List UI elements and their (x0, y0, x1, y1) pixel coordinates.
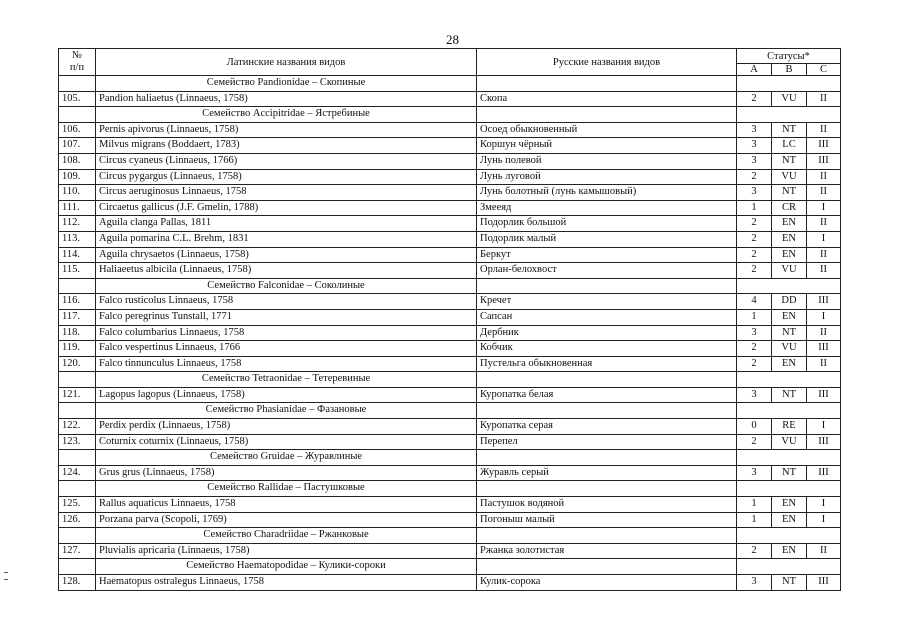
latin-name: Falco tinnunculus Linnaeus, 1758 (96, 356, 477, 372)
row-number: 126. (59, 512, 96, 528)
status-a: 3 (737, 153, 772, 169)
row-number: 107. (59, 138, 96, 154)
status-b: NT (772, 465, 807, 481)
header-status-b: В (772, 64, 807, 76)
latin-name: Falco peregrinus Tunstall, 1771 (96, 309, 477, 325)
russian-name: Осоед обыкновенный (477, 122, 737, 138)
family-status-cell (737, 278, 841, 294)
family-status-cell (737, 372, 841, 388)
row-number: 114. (59, 247, 96, 263)
family-row (59, 559, 841, 575)
family-status-cell (737, 528, 841, 544)
table-row (59, 216, 841, 232)
family-number-cell (59, 481, 96, 497)
table-row (59, 122, 841, 138)
page-number: 28 (446, 32, 459, 47)
russian-name: Лунь полевой (477, 153, 737, 169)
russian-name: Лунь луговой (477, 169, 737, 185)
family-russian-cell (477, 450, 737, 466)
latin-name: Aguila pomarina C.L. Brehm, 1831 (96, 231, 477, 247)
row-number: 117. (59, 309, 96, 325)
row-number: 118. (59, 325, 96, 341)
family-status-cell (737, 559, 841, 575)
family-status-cell (737, 107, 841, 123)
table-row (59, 512, 841, 528)
latin-name: Circus aeruginosus Linnaeus, 1758 (96, 185, 477, 201)
status-a: 2 (737, 169, 772, 185)
russian-name: Скопа (477, 91, 737, 107)
row-number: 113. (59, 231, 96, 247)
status-a: 1 (737, 512, 772, 528)
table-row (59, 153, 841, 169)
table-row (59, 309, 841, 325)
latin-name: Pluvialis apricaria (Linnaeus, 1758) (96, 543, 477, 559)
status-b: EN (772, 543, 807, 559)
header-number (59, 49, 96, 76)
family-russian-cell (477, 107, 737, 123)
family-number-cell (59, 450, 96, 466)
table-header (59, 49, 841, 76)
status-a: 2 (737, 91, 772, 107)
status-a: 2 (737, 263, 772, 279)
header-status-c: С (807, 64, 841, 76)
status-b: EN (772, 309, 807, 325)
row-number: 105. (59, 91, 96, 107)
russian-name: Сапсан (477, 309, 737, 325)
family-status-cell (737, 450, 841, 466)
table-row (59, 434, 841, 450)
status-c: II (807, 356, 841, 372)
row-number: 111. (59, 200, 96, 216)
family-number-cell (59, 107, 96, 123)
latin-name: Grus grus (Linnaeus, 1758) (96, 465, 477, 481)
status-b: DD (772, 294, 807, 310)
status-c: III (807, 153, 841, 169)
table-row (59, 138, 841, 154)
russian-name: Змееяд (477, 200, 737, 216)
status-b: CR (772, 200, 807, 216)
table-row (59, 497, 841, 513)
latin-name: Milvus migrans (Boddaert, 1783) (96, 138, 477, 154)
latin-name: Falco columbarius Linnaeus, 1758 (96, 325, 477, 341)
latin-name: Circus cyaneus (Linnaeus, 1766) (96, 153, 477, 169)
latin-name: Pandion haliaetus (Linnaeus, 1758) (96, 91, 477, 107)
russian-name: Кречет (477, 294, 737, 310)
status-a: 3 (737, 387, 772, 403)
table-row (59, 325, 841, 341)
header-number-label: № п/п (69, 50, 85, 73)
family-status-cell (737, 403, 841, 419)
status-a: 0 (737, 419, 772, 435)
row-number: 125. (59, 497, 96, 513)
russian-name: Журавль серый (477, 465, 737, 481)
table-row (59, 185, 841, 201)
status-a: 1 (737, 309, 772, 325)
family-russian-cell (477, 528, 737, 544)
status-c: II (807, 91, 841, 107)
status-b: EN (772, 356, 807, 372)
family-name: Семейство Phasianidae – Фазановые (96, 403, 477, 419)
russian-name: Пастушок водяной (477, 497, 737, 513)
row-number: 123. (59, 434, 96, 450)
family-row (59, 403, 841, 419)
status-c: II (807, 543, 841, 559)
table-row (59, 200, 841, 216)
family-status-cell (737, 481, 841, 497)
latin-name: Falco rusticolus Linnaeus, 1758 (96, 294, 477, 310)
header-statuses: Статусы* (737, 49, 841, 64)
row-number: 127. (59, 543, 96, 559)
status-c: III (807, 387, 841, 403)
status-a: 2 (737, 216, 772, 232)
status-c: I (807, 512, 841, 528)
family-name: Семейство Haematopodidae – Кулики-сороки (96, 559, 477, 575)
row-number: 110. (59, 185, 96, 201)
status-c: II (807, 185, 841, 201)
status-c: I (807, 231, 841, 247)
species-table (58, 48, 841, 591)
status-b: VU (772, 341, 807, 357)
status-c: III (807, 434, 841, 450)
table-row (59, 91, 841, 107)
latin-name: Haematopus ostralegus Linnaeus, 1758 (96, 575, 477, 591)
table-row (59, 247, 841, 263)
table-row (59, 356, 841, 372)
russian-name: Орлан-белохвост (477, 263, 737, 279)
status-a: 2 (737, 434, 772, 450)
status-c: II (807, 169, 841, 185)
family-number-cell (59, 528, 96, 544)
family-row (59, 450, 841, 466)
russian-name: Куропатка серая (477, 419, 737, 435)
status-a: 2 (737, 356, 772, 372)
status-b: NT (772, 325, 807, 341)
family-russian-cell (477, 403, 737, 419)
family-number-cell (59, 403, 96, 419)
status-b: VU (772, 169, 807, 185)
table-row (59, 387, 841, 403)
family-row (59, 481, 841, 497)
russian-name: Лунь болотный (лунь камышовый) (477, 185, 737, 201)
family-name: Семейство Accipitridae – Ястребиные (96, 107, 477, 123)
latin-name: Lagopus lagopus (Linnaeus, 1758) (96, 387, 477, 403)
status-b: LC (772, 138, 807, 154)
table-row (59, 465, 841, 481)
status-a: 1 (737, 200, 772, 216)
table-row (59, 231, 841, 247)
family-row (59, 372, 841, 388)
status-b: EN (772, 497, 807, 513)
status-c: III (807, 341, 841, 357)
status-a: 1 (737, 497, 772, 513)
latin-name: Aguila clanga Pallas, 1811 (96, 216, 477, 232)
russian-name: Беркут (477, 247, 737, 263)
family-name: Семейство Gruidae – Журавлиные (96, 450, 477, 466)
status-a: 2 (737, 247, 772, 263)
table-row (59, 543, 841, 559)
table-body (59, 76, 841, 591)
family-russian-cell (477, 278, 737, 294)
latin-name: Haliaeetus albicila (Linnaeus, 1758) (96, 263, 477, 279)
status-b: VU (772, 434, 807, 450)
status-a: 3 (737, 138, 772, 154)
status-b: NT (772, 575, 807, 591)
header-latin-names: Латинские названия видов (96, 49, 477, 76)
family-status-cell (737, 76, 841, 92)
status-a: 3 (737, 122, 772, 138)
russian-name: Дербник (477, 325, 737, 341)
family-number-cell (59, 372, 96, 388)
status-c: III (807, 294, 841, 310)
latin-name: Aguila chrysaetos (Linnaeus, 1758) (96, 247, 477, 263)
status-b: NT (772, 185, 807, 201)
row-number: 109. (59, 169, 96, 185)
family-russian-cell (477, 481, 737, 497)
table-row (59, 294, 841, 310)
russian-name: Кулик-сорока (477, 575, 737, 591)
family-name: Семейство Tetraonidae – Тетеревиные (96, 372, 477, 388)
row-number: 115. (59, 263, 96, 279)
row-number: 120. (59, 356, 96, 372)
status-b: EN (772, 512, 807, 528)
latin-name: Perdix perdix (Linnaeus, 1758) (96, 419, 477, 435)
russian-name: Коршун чёрный (477, 138, 737, 154)
table-row (59, 263, 841, 279)
russian-name: Ржанка золотистая (477, 543, 737, 559)
family-number-cell (59, 278, 96, 294)
row-number: 128. (59, 575, 96, 591)
status-a: 2 (737, 341, 772, 357)
family-russian-cell (477, 76, 737, 92)
russian-name: Пустельга обыкновенная (477, 356, 737, 372)
status-a: 2 (737, 231, 772, 247)
status-c: III (807, 575, 841, 591)
status-c: II (807, 247, 841, 263)
status-b: NT (772, 153, 807, 169)
family-name: Семейство Falconidae – Соколиные (96, 278, 477, 294)
row-number: 121. (59, 387, 96, 403)
status-c: I (807, 200, 841, 216)
table-row (59, 169, 841, 185)
status-c: I (807, 309, 841, 325)
family-russian-cell (477, 559, 737, 575)
status-c: I (807, 419, 841, 435)
latin-name: Circus pygargus (Linnaeus, 1758) (96, 169, 477, 185)
status-c: II (807, 263, 841, 279)
family-name: Семейство Rallidae – Пастушковые (96, 481, 477, 497)
status-a: 3 (737, 185, 772, 201)
latin-name: Circaetus gallicus (J.F. Gmelin, 1788) (96, 200, 477, 216)
row-number: 112. (59, 216, 96, 232)
status-c: II (807, 325, 841, 341)
status-b: EN (772, 231, 807, 247)
family-russian-cell (477, 372, 737, 388)
family-number-cell (59, 76, 96, 92)
family-row (59, 528, 841, 544)
latin-name: Coturnix coturnix (Linnaeus, 1758) (96, 434, 477, 450)
russian-name: Перепел (477, 434, 737, 450)
header-status-a: А (737, 64, 772, 76)
table-row (59, 419, 841, 435)
russian-name: Куропатка белая (477, 387, 737, 403)
table-row (59, 575, 841, 591)
status-b: NT (772, 387, 807, 403)
status-b: EN (772, 247, 807, 263)
russian-name: Погоныш малый (477, 512, 737, 528)
family-row (59, 107, 841, 123)
family-name: Семейство Charadriidae – Ржанковые (96, 528, 477, 544)
status-a: 3 (737, 465, 772, 481)
status-b: VU (772, 91, 807, 107)
row-number: 119. (59, 341, 96, 357)
row-number: 116. (59, 294, 96, 310)
latin-name: Pernis apivorus (Linnaeus, 1758) (96, 122, 477, 138)
family-number-cell (59, 559, 96, 575)
latin-name: Porzana parva (Scopoli, 1769) (96, 512, 477, 528)
status-c: I (807, 497, 841, 513)
status-a: 4 (737, 294, 772, 310)
status-c: III (807, 465, 841, 481)
russian-name: Подорлик большой (477, 216, 737, 232)
status-b: EN (772, 216, 807, 232)
row-number: 122. (59, 419, 96, 435)
status-c: II (807, 122, 841, 138)
status-b: VU (772, 263, 807, 279)
family-row (59, 76, 841, 92)
family-row (59, 278, 841, 294)
latin-name: Falco vespertinus Linnaeus, 1766 (96, 341, 477, 357)
status-b: NT (772, 122, 807, 138)
status-c: III (807, 138, 841, 154)
row-number: 108. (59, 153, 96, 169)
status-a: 2 (737, 543, 772, 559)
header-russian-names: Русские названия видов (477, 49, 737, 76)
family-name: Семейство Pandionidae – Скопиные (96, 76, 477, 92)
latin-name: Rallus aquaticus Linnaeus, 1758 (96, 497, 477, 513)
russian-name: Подорлик малый (477, 231, 737, 247)
table-row (59, 341, 841, 357)
status-b: RE (772, 419, 807, 435)
status-c: II (807, 216, 841, 232)
row-number: 106. (59, 122, 96, 138)
row-number: 124. (59, 465, 96, 481)
binding-mark (4, 572, 8, 580)
russian-name: Кобчик (477, 341, 737, 357)
status-a: 3 (737, 325, 772, 341)
status-a: 3 (737, 575, 772, 591)
